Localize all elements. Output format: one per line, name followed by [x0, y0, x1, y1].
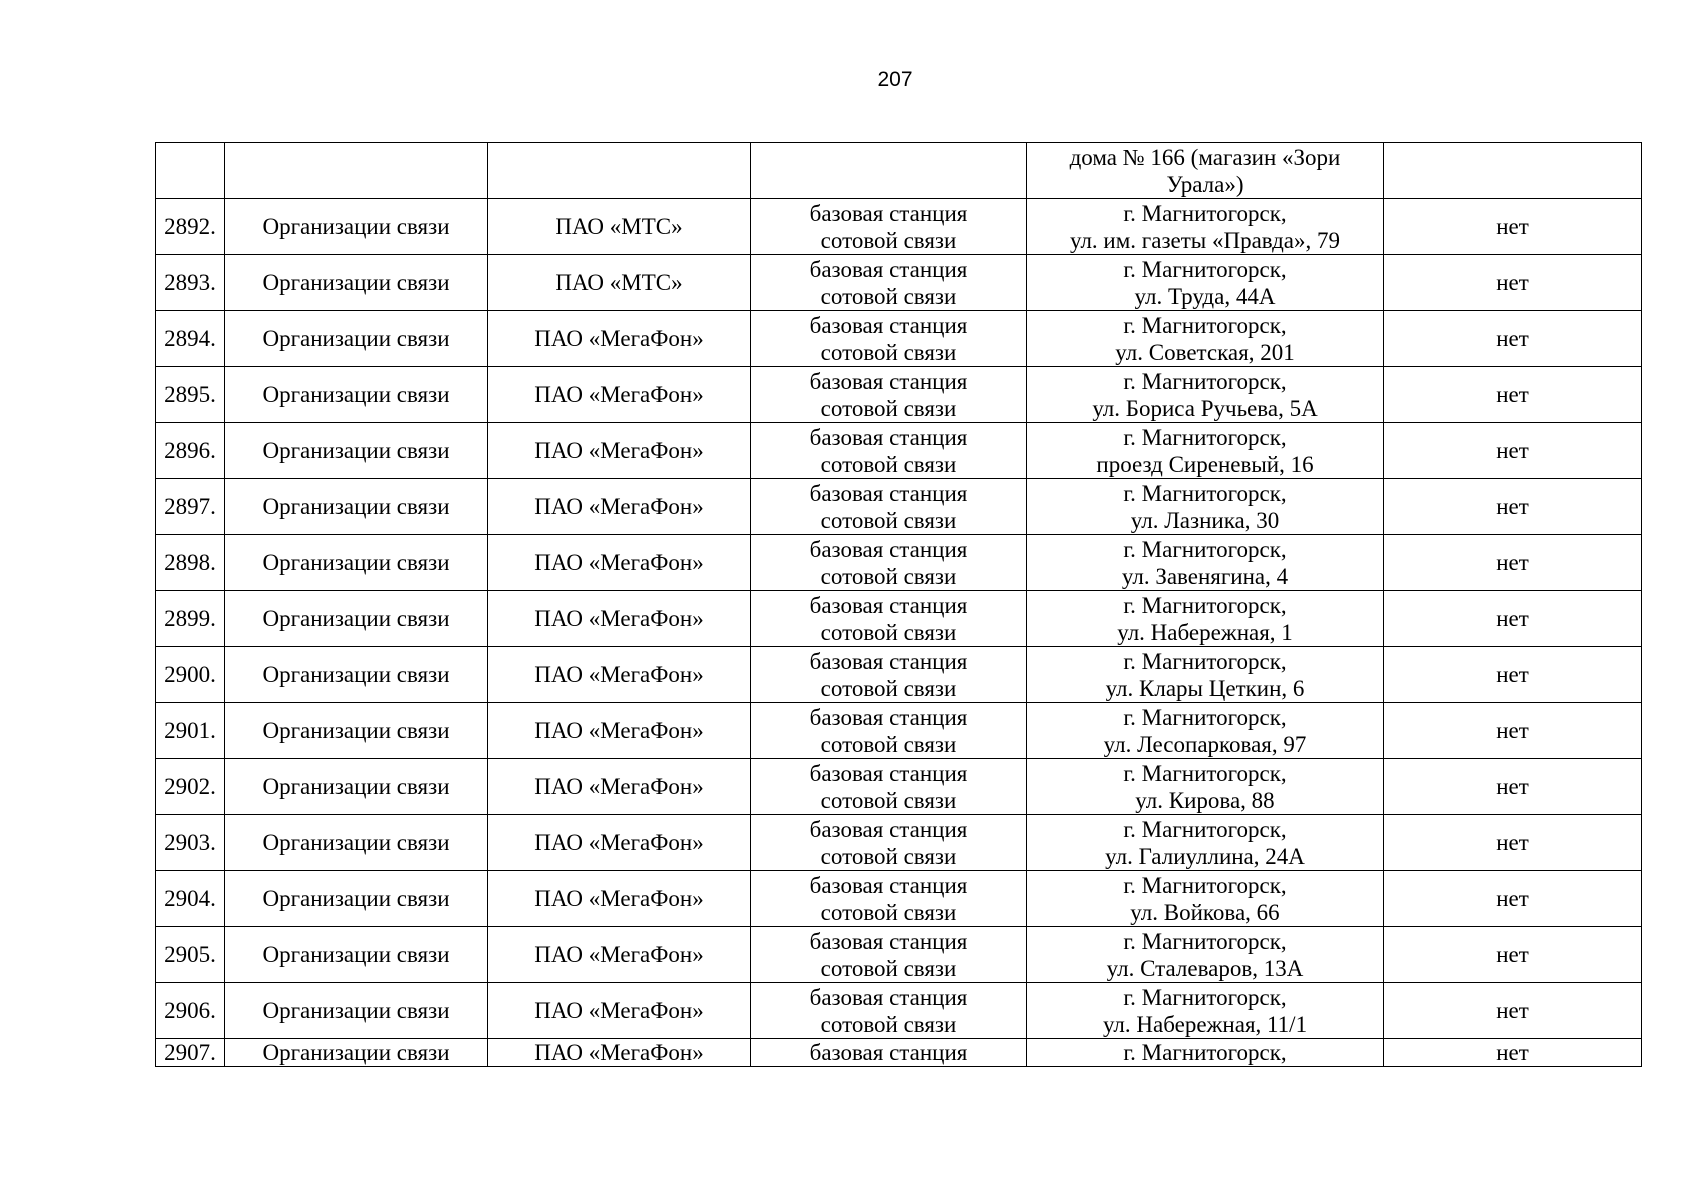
row-number: 2904. [164, 886, 216, 911]
row-organization: ПАО «МегаФон» [534, 662, 704, 687]
row-category: Организации связи [262, 942, 450, 967]
object-line: сотовой связи [820, 1011, 957, 1037]
cell-note [1384, 815, 1642, 871]
address-line: г. Магнитогорск, [1123, 872, 1287, 898]
row-number: 2895. [164, 382, 216, 407]
table-row-partial [156, 1039, 1642, 1067]
row-number: 2902. [164, 774, 216, 799]
row-category: Организации связи [262, 1040, 450, 1065]
cell-category [225, 423, 488, 479]
cell-address [1027, 871, 1384, 927]
table-row [156, 983, 1642, 1039]
table-row [156, 367, 1642, 423]
row-category: Организации связи [262, 830, 450, 855]
cell-object [751, 143, 1027, 199]
row-category: Организации связи [262, 326, 450, 351]
object-line: базовая станция [809, 368, 968, 394]
row-organization: ПАО «МТС» [555, 270, 683, 295]
object-line: базовая станция [809, 256, 968, 282]
address-line: ул. Советская, 201 [1115, 339, 1295, 365]
cell-org [488, 591, 751, 647]
cell-note [1384, 983, 1642, 1039]
row-organization: ПАО «МегаФон» [534, 382, 704, 407]
row-note: нет [1496, 998, 1529, 1023]
registry-table [155, 142, 1642, 1067]
address-line: г. Магнитогорск, [1123, 816, 1287, 842]
object-line: базовая станция [809, 1040, 968, 1065]
cell-object [751, 423, 1027, 479]
row-organization: ПАО «МегаФон» [534, 1040, 704, 1065]
cell-org [488, 647, 751, 703]
address-line: ул. Труда, 44А [1134, 283, 1276, 309]
object-line: базовая станция [809, 648, 968, 674]
table-row [156, 255, 1642, 311]
cell-note [1384, 1039, 1642, 1067]
row-note: нет [1496, 606, 1529, 631]
cell-address [1027, 311, 1384, 367]
object-line: базовая станция [809, 872, 968, 898]
row-organization: ПАО «МегаФон» [534, 830, 704, 855]
row-note: нет [1496, 494, 1529, 519]
address-line: ул. Завенягина, 4 [1121, 563, 1289, 589]
address-line: г. Магнитогорск, [1123, 424, 1287, 450]
row-number: 2901. [164, 718, 216, 743]
cell-category [225, 199, 488, 255]
cell-object [751, 367, 1027, 423]
cell-note [1384, 423, 1642, 479]
table-row [156, 199, 1642, 255]
row-organization: ПАО «МегаФон» [534, 494, 704, 519]
cell-note [1384, 647, 1642, 703]
address-line: ул. Набережная, 1 [1117, 619, 1293, 645]
cell-num [156, 143, 225, 199]
row-note: нет [1496, 550, 1529, 575]
row-category: Организации связи [262, 774, 450, 799]
table-row [156, 535, 1642, 591]
row-category: Организации связи [262, 886, 450, 911]
object-line: сотовой связи [820, 843, 957, 869]
cell-address [1027, 759, 1384, 815]
cell-num [156, 479, 225, 535]
row-note: нет [1496, 942, 1529, 967]
row-number: 2907. [164, 1040, 216, 1065]
row-note: нет [1496, 438, 1529, 463]
cell-num [156, 927, 225, 983]
cell-num [156, 871, 225, 927]
address-line: г. Магнитогорск, [1123, 536, 1287, 562]
cell-category [225, 927, 488, 983]
cell-object [751, 591, 1027, 647]
table-row [156, 311, 1642, 367]
object-line: базовая станция [809, 592, 968, 618]
object-line: базовая станция [809, 816, 968, 842]
object-line: сотовой связи [820, 507, 957, 533]
cell-note [1384, 535, 1642, 591]
cell-category [225, 983, 488, 1039]
cell-note [1384, 871, 1642, 927]
cell-org [488, 1039, 751, 1067]
cell-category [225, 647, 488, 703]
cell-object [751, 927, 1027, 983]
cell-object [751, 479, 1027, 535]
cell-note [1384, 759, 1642, 815]
address-line: г. Магнитогорск, [1123, 648, 1287, 674]
cell-num [156, 199, 225, 255]
address-line: ул. Лазника, 30 [1130, 507, 1280, 533]
object-line: сотовой связи [820, 395, 957, 421]
table-row [156, 423, 1642, 479]
object-line: базовая станция [809, 760, 968, 786]
cell-num [156, 535, 225, 591]
table-row [156, 871, 1642, 927]
object-line: сотовой связи [820, 451, 957, 477]
object-line: базовая станция [809, 480, 968, 506]
object-line: базовая станция [809, 984, 968, 1010]
cell-address [1027, 927, 1384, 983]
table-row [156, 479, 1642, 535]
object-line: базовая станция [809, 200, 968, 226]
object-line: базовая станция [809, 536, 968, 562]
cell-org [488, 255, 751, 311]
cell-org [488, 983, 751, 1039]
row-category: Организации связи [262, 494, 450, 519]
cell-org [488, 367, 751, 423]
cell-num [156, 367, 225, 423]
row-organization: ПАО «МегаФон» [534, 718, 704, 743]
cell-num [156, 815, 225, 871]
row-category: Организации связи [262, 438, 450, 463]
object-line: сотовой связи [820, 339, 957, 365]
row-number: 2893. [164, 270, 216, 295]
cell-category [225, 871, 488, 927]
cell-num [156, 255, 225, 311]
object-line: сотовой связи [820, 731, 957, 757]
row-category: Организации связи [262, 718, 450, 743]
cell-note [1384, 199, 1642, 255]
row-number: 2898. [164, 550, 216, 575]
address-line: ул. Галиуллина, 24А [1105, 843, 1305, 869]
cell-note [1384, 591, 1642, 647]
cell-address [1027, 423, 1384, 479]
cell-num [156, 647, 225, 703]
table-row [156, 591, 1642, 647]
row-note: нет [1496, 718, 1529, 743]
cell-category [225, 815, 488, 871]
row-organization: ПАО «МегаФон» [534, 942, 704, 967]
table-row [156, 759, 1642, 815]
address-line: г. Магнитогорск, [1123, 256, 1287, 282]
object-line: сотовой связи [820, 899, 957, 925]
cell-org [488, 759, 751, 815]
table-row [156, 703, 1642, 759]
table-row [156, 647, 1642, 703]
cell-org [488, 703, 751, 759]
object-line: сотовой связи [820, 619, 957, 645]
address-line: проезд Сиреневый, 16 [1096, 451, 1314, 477]
cell-address [1027, 479, 1384, 535]
cell-category [225, 367, 488, 423]
row-organization: ПАО «МегаФон» [534, 886, 704, 911]
row-category: Организации связи [262, 550, 450, 575]
row-organization: ПАО «МегаФон» [534, 326, 704, 351]
row-note: нет [1496, 662, 1529, 687]
row-number: 2896. [164, 438, 216, 463]
row-number: 2899. [164, 606, 216, 631]
page-number: 207 [877, 68, 913, 91]
row-number: 2897. [164, 494, 216, 519]
row-category: Организации связи [262, 662, 450, 687]
address-line: г. Магнитогорск, [1123, 984, 1287, 1010]
cell-category [225, 479, 488, 535]
object-line: базовая станция [809, 928, 968, 954]
object-line: сотовой связи [820, 283, 957, 309]
cell-address [1027, 815, 1384, 871]
row-number: 2906. [164, 998, 216, 1023]
cell-object [751, 535, 1027, 591]
cell-category [225, 759, 488, 815]
address-line: ул. Клары Цеткин, 6 [1105, 675, 1305, 701]
cell-num [156, 591, 225, 647]
row-number: 2894. [164, 326, 216, 351]
cell-category [225, 591, 488, 647]
row-note: нет [1496, 382, 1529, 407]
row-organization: ПАО «МегаФон» [534, 438, 704, 463]
cell-org [488, 815, 751, 871]
address-line: г. Магнитогорск, [1123, 1040, 1287, 1065]
row-number: 2903. [164, 830, 216, 855]
cell-category [225, 311, 488, 367]
object-line: сотовой связи [820, 955, 957, 981]
cell-note [1384, 479, 1642, 535]
cell-address [1027, 983, 1384, 1039]
cell-org [488, 535, 751, 591]
row-category: Организации связи [262, 382, 450, 407]
address-line: дома № 166 (магазин «Зори [1069, 144, 1341, 170]
table-row [156, 927, 1642, 983]
object-line: базовая станция [809, 312, 968, 338]
cell-object [751, 703, 1027, 759]
row-category: Организации связи [262, 214, 450, 239]
cell-num [156, 759, 225, 815]
cell-address [1027, 647, 1384, 703]
cell-address [1027, 255, 1384, 311]
row-organization: ПАО «МТС» [555, 214, 683, 239]
address-line: г. Магнитогорск, [1123, 368, 1287, 394]
cell-org [488, 311, 751, 367]
cell-org [488, 423, 751, 479]
row-note: нет [1496, 1040, 1529, 1065]
row-note: нет [1496, 886, 1529, 911]
cell-org [488, 927, 751, 983]
address-line: г. Магнитогорск, [1123, 592, 1287, 618]
row-note: нет [1496, 830, 1529, 855]
cell-object [751, 983, 1027, 1039]
address-line: ул. Лесопарковая, 97 [1103, 731, 1307, 757]
object-line: базовая станция [809, 424, 968, 450]
cell-note [1384, 255, 1642, 311]
continuation-row [156, 143, 1642, 199]
cell-category [225, 703, 488, 759]
row-organization: ПАО «МегаФон» [534, 606, 704, 631]
row-organization: ПАО «МегаФон» [534, 550, 704, 575]
cell-address [1027, 143, 1384, 199]
cell-object [751, 1039, 1027, 1067]
row-category: Организации связи [262, 998, 450, 1023]
cell-org [488, 871, 751, 927]
object-line: сотовой связи [820, 787, 957, 813]
row-note: нет [1496, 774, 1529, 799]
cell-num [156, 311, 225, 367]
cell-category [225, 535, 488, 591]
row-note: нет [1496, 326, 1529, 351]
address-line: ул. Войкова, 66 [1130, 899, 1280, 925]
cell-address [1027, 367, 1384, 423]
object-line: сотовой связи [820, 563, 957, 589]
address-line: ул. им. газеты «Правда», 79 [1069, 227, 1341, 253]
address-line: ул. Кирова, 88 [1135, 787, 1275, 813]
cell-num [156, 1039, 225, 1067]
address-line: г. Магнитогорск, [1123, 480, 1287, 506]
cell-address [1027, 1039, 1384, 1067]
cell-org [488, 199, 751, 255]
registry-table-body [156, 143, 1642, 1067]
row-organization: ПАО «МегаФон» [534, 998, 704, 1023]
address-line: Урала») [1166, 171, 1244, 197]
address-line: г. Магнитогорск, [1123, 704, 1287, 730]
row-organization: ПАО «МегаФон» [534, 774, 704, 799]
cell-note [1384, 703, 1642, 759]
address-line: г. Магнитогорск, [1123, 928, 1287, 954]
cell-address [1027, 591, 1384, 647]
cell-note [1384, 311, 1642, 367]
cell-note [1384, 927, 1642, 983]
cell-num [156, 983, 225, 1039]
table-row [156, 815, 1642, 871]
cell-object [751, 255, 1027, 311]
cell-object [751, 647, 1027, 703]
object-line: сотовой связи [820, 227, 957, 253]
row-note: нет [1496, 214, 1529, 239]
object-line: сотовой связи [820, 675, 957, 701]
cell-object [751, 759, 1027, 815]
object-line: базовая станция [809, 704, 968, 730]
row-category: Организации связи [262, 270, 450, 295]
row-number: 2900. [164, 662, 216, 687]
cell-address [1027, 703, 1384, 759]
row-note: нет [1496, 270, 1529, 295]
cell-object [751, 815, 1027, 871]
address-line: ул. Сталеваров, 13А [1106, 955, 1304, 981]
cell-address [1027, 199, 1384, 255]
cell-category [225, 255, 488, 311]
cell-category [225, 1039, 488, 1067]
cell-num [156, 703, 225, 759]
cell-num [156, 423, 225, 479]
cell-note [1384, 367, 1642, 423]
cell-object [751, 199, 1027, 255]
cell-address [1027, 535, 1384, 591]
row-number: 2905. [164, 942, 216, 967]
cell-object [751, 871, 1027, 927]
row-category: Организации связи [262, 606, 450, 631]
address-line: ул. Бориса Ручьева, 5А [1092, 395, 1318, 421]
cell-category [225, 143, 488, 199]
cell-org [488, 143, 751, 199]
address-line: г. Магнитогорск, [1123, 760, 1287, 786]
address-line: г. Магнитогорск, [1123, 200, 1287, 226]
row-number: 2892. [164, 214, 216, 239]
cell-note [1384, 143, 1642, 199]
cell-org [488, 479, 751, 535]
address-line: г. Магнитогорск, [1123, 312, 1287, 338]
address-line: ул. Набережная, 11/1 [1102, 1011, 1308, 1037]
cell-object [751, 311, 1027, 367]
